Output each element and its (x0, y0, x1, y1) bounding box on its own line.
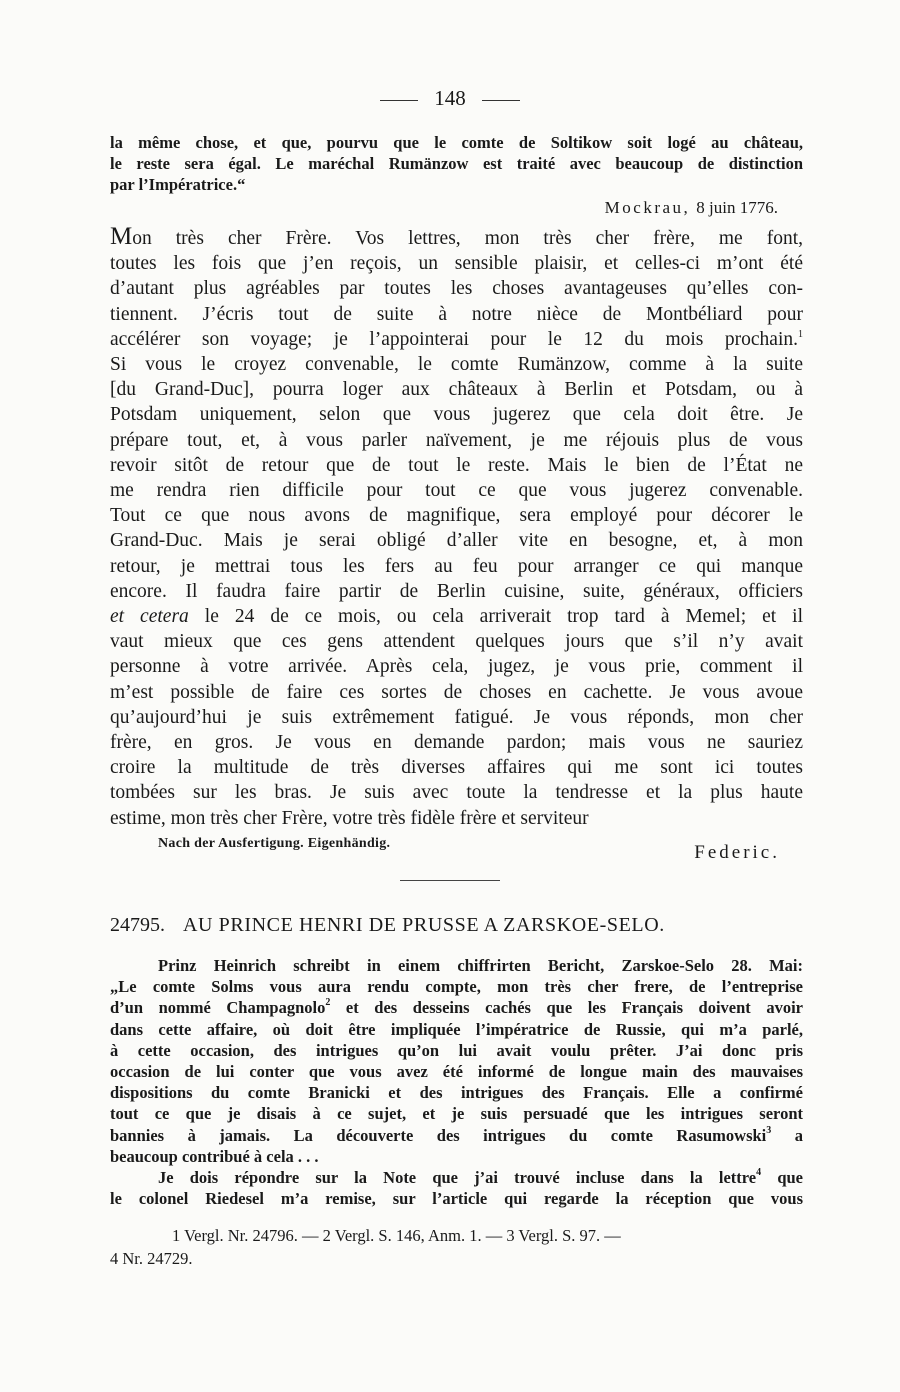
letter-line: estime, mon très cher Frère, votre très fidèle frère et serviteur (110, 807, 589, 829)
report-line: à cette occasion, des intrigues qu’on lui avait voulu prêter. J’ai donc pris (110, 1040, 803, 1060)
report-line-text: Je dois répondre sur la Note que j’ai trouvé incluse dans la lettre (158, 1168, 757, 1188)
prev-line: la même chose, et que, pourvu que le comte de Soltikow soit logé au château, (110, 133, 803, 152)
letter-line: d’autant plus agréables par toutes les choses avantageuses qu’elles con- (110, 278, 803, 300)
report-line-text: que (777, 1168, 804, 1188)
report-line-text: a (794, 1125, 803, 1145)
letter-line: me rendra rien difficile pour tout ce que vous jugerez convenable. (110, 480, 803, 502)
section-divider (400, 880, 500, 881)
letter-first-rest: on très cher Frère. Vos lettres, mon très cher frère, me font, (132, 228, 803, 249)
report-line: Prinz Heinrich schreibt in einem chiffrirten Bericht, Zarskoe-Selo 28. Mai: (158, 956, 803, 975)
prev-line: le reste sera égal. Le maréchal Rumänzow est traité avec beaucoup de distinction (110, 154, 803, 173)
letter-line: vaut mieux que ces gens attendent quelques jours que s’il n’y avait (110, 631, 803, 653)
footnote-2: 2 Vergl. S. 146, Anm. 1. — (322, 1226, 503, 1245)
report-body (110, 955, 803, 1209)
letter-line: Grand-Duc. Mais je serai obligé d’aller vite en besogne, et, à mon (110, 530, 803, 552)
report-line: le colonel Riedesel m’a remise, sur l’article qui regarde la réception que vous (110, 1189, 803, 1209)
page-header (0, 86, 900, 111)
source-note: Nach der Ausfertigung. Eigenhändig. (158, 836, 391, 851)
footnote-4: 4 Nr. 24729. (110, 1249, 193, 1268)
letter-line: personne à votre arrivée. Après cela, jugez, je vous prie, comment il (110, 656, 803, 678)
letter-line: [du Grand-Duc], pourra loger aux châteaux à Berlin et Potsdam, ou à (110, 379, 803, 401)
letter-line: tombées sur les bras. Je suis avec toute la tendresse et la plus haute (110, 782, 803, 804)
letter-number: 24795. (110, 914, 165, 936)
letter-line (110, 327, 803, 352)
footnote-1: 1 Vergl. Nr. 24796. — (172, 1226, 319, 1245)
letter-line: encore. Il faudra faire partir de Berlin cuisine, suite, généraux, officiers (110, 580, 803, 602)
dateline-date: 8 juin 1776. (696, 198, 778, 217)
section-heading (110, 914, 803, 937)
letter-body (110, 224, 803, 831)
footnote-mark: 3 (766, 1124, 772, 1136)
report-line-text: bannies à jamais. La découverte des intrigues du comte Rasumowski (110, 1125, 767, 1145)
letter-line: tiennent. J’écris tout de suite à notre nièce de Montbéliard pour (110, 303, 803, 325)
report-line-text: et des desseins cachés que les Français doivent avoir (345, 998, 803, 1018)
letter-line: qu’aujourd’hui je suis extrêmement fatigué. Je vous réponds, mon cher (110, 706, 803, 728)
prev-line: par l’Impératrice.“ (110, 175, 246, 194)
report-line: „Le comte Solms vous aura rendu compte, mon très cher frere, de l’entreprise (110, 977, 803, 997)
footnote-line (110, 1247, 803, 1270)
letter-line: toutes les fois que j’en reçois, un sensible plaisir, et celles-ci m’ont été (110, 253, 803, 275)
letter-line: Si vous le croyez convenable, le comte Rumänzow, comme à la suite (110, 354, 803, 376)
page-number: 148 (434, 86, 466, 110)
report-line (110, 997, 803, 1018)
report-line: occasion de lui conter que vous avez été informé de longue main des mauvaises (110, 1062, 803, 1082)
letter-line: prépare tout, et, à vous parler naïvement, je me réjouis plus de vous (110, 429, 803, 451)
letter-line: frère, en gros. Je vous en demande pardon; mais vous ne sauriez (110, 732, 803, 754)
report-line: dans cette affaire, où doit être impliquée l’impératrice de Russie, qui m’a parlé, (110, 1019, 803, 1039)
header-dash-right (482, 100, 520, 101)
letter-line-first (110, 224, 803, 251)
letter-line: m’est possible de faire ces sortes de choses en cachette. Je vous avoue (110, 681, 803, 703)
report-line-text: d’un nommé Champagnolo (110, 998, 326, 1018)
previous-letter-end (110, 132, 803, 195)
report-line: beaucoup contribué à cela . . . (110, 1146, 319, 1166)
footnote-3: 3 Vergl. S. 97. — (506, 1226, 621, 1245)
et-cetera: et cetera (110, 606, 189, 628)
letter-initial: M (110, 223, 133, 250)
footnote-mark: 2 (325, 997, 331, 1009)
report-line: dispositions du comte Branicki et des intrigues des Français. Elle a confirmé (110, 1083, 803, 1103)
letter-line: croire la multitude de très diverses affaires qui me sont ici toutes (110, 757, 803, 779)
letter-line: Potsdam uniquement, selon que vous jugerez que cela doit être. Je (110, 404, 803, 426)
footnotes (110, 1224, 803, 1270)
letter-line-text: le 24 de ce mois, ou cela arriverait trop tard à Memel; et il (204, 606, 804, 628)
letter-line: Tout ce que nous avons de magnifique, sera employé pour décorer le (110, 505, 803, 527)
report-line: tout ce que je disais à ce sujet, et je suis persuadé que les intrigues seront (110, 1104, 803, 1124)
footnote-mark: 4 (756, 1167, 762, 1179)
header-dash-left (380, 100, 418, 101)
report-line (110, 1167, 803, 1188)
letter-line-text: accélérer son voyage; je l’appointerai pour le 12 du mois prochain. (110, 328, 798, 350)
letter-line: retour, je mettrai tous les fers au feu pour arranger ce qui manque (110, 555, 803, 577)
letter-line (110, 604, 803, 629)
footnote-mark: 1 (798, 328, 803, 340)
letter-title: AU PRINCE HENRI DE PRUSSE A ZARSKOE-SELO. (183, 914, 665, 936)
report-line (110, 1125, 803, 1146)
dateline-place: Mockrau, (604, 198, 691, 217)
letter-line: revoir sitôt de retour que de tout le reste. Mais le bien de l’État ne (110, 454, 803, 476)
signature: Federic. (694, 842, 780, 863)
footnote-line (110, 1224, 803, 1247)
dateline (605, 198, 778, 218)
